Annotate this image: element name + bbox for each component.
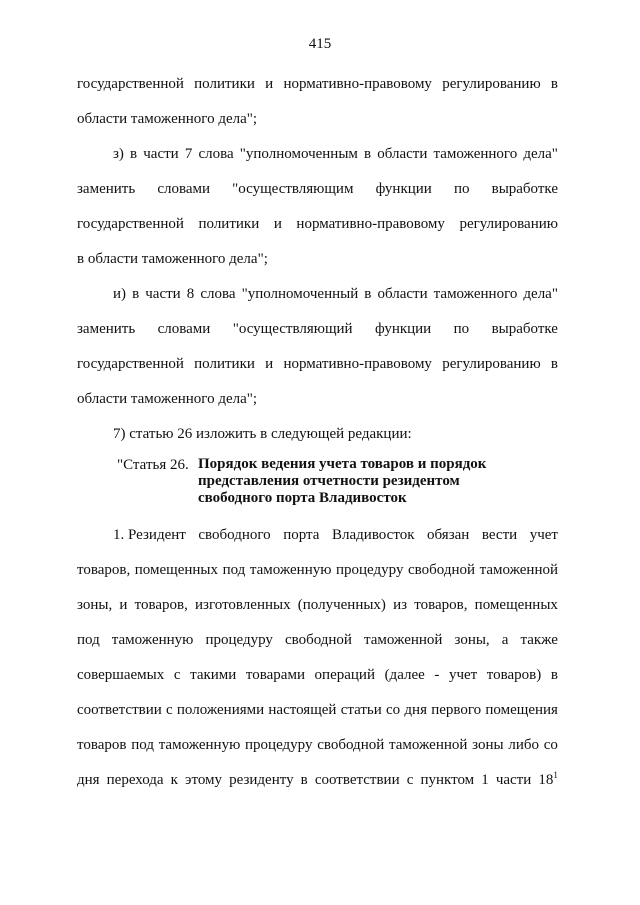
word: словами xyxy=(157,321,211,337)
word: и xyxy=(265,356,274,372)
word: выработке xyxy=(491,181,558,197)
word: процедуру xyxy=(245,737,313,753)
word: словами xyxy=(157,181,211,197)
word: таможенного xyxy=(433,286,518,302)
word: части xyxy=(143,146,179,162)
text-line: в области таможенного дела"; xyxy=(77,251,268,267)
word: товарами xyxy=(245,667,305,683)
word: также xyxy=(520,632,558,648)
text-line xyxy=(77,631,558,649)
word: области xyxy=(377,146,428,162)
word: государственной xyxy=(77,216,184,232)
word: статьи xyxy=(340,702,382,718)
word: регулированию xyxy=(459,216,558,232)
word: первого xyxy=(431,702,482,718)
text-line xyxy=(113,285,558,303)
word: пунктом xyxy=(420,772,475,788)
word: совершаемых xyxy=(77,667,165,683)
word: соответствии xyxy=(77,702,162,718)
word: свободной xyxy=(317,737,385,753)
text-line xyxy=(77,320,558,338)
word: в xyxy=(364,146,372,162)
word: операций xyxy=(314,667,375,683)
word: товаров, xyxy=(77,562,131,578)
word: изготовленных xyxy=(195,597,291,613)
word: слова xyxy=(198,146,234,162)
word: со xyxy=(386,702,401,718)
word: государственной xyxy=(77,356,184,372)
word: товаров, xyxy=(134,597,188,613)
word: таможенную xyxy=(158,737,241,753)
text-line: области таможенного дела"; xyxy=(77,111,258,127)
word: вести xyxy=(481,527,518,543)
text-line xyxy=(77,355,558,373)
word: к xyxy=(170,772,178,788)
word: в xyxy=(550,356,558,372)
word: зоны xyxy=(472,737,504,753)
word: области xyxy=(377,286,428,302)
word: таможенную xyxy=(249,562,332,578)
word: учет xyxy=(448,667,478,683)
word: по xyxy=(453,321,470,337)
word: дела" xyxy=(523,286,558,302)
text-line xyxy=(77,75,558,93)
word: "уполномоченным xyxy=(239,146,358,162)
word: под xyxy=(131,737,154,753)
word: таможенной xyxy=(364,632,443,648)
word: и xyxy=(265,76,274,92)
text-line xyxy=(77,596,558,614)
word: (полученных) xyxy=(297,597,386,613)
footnote-superscript: 1 xyxy=(553,770,558,780)
word: (далее xyxy=(384,667,425,683)
word: государственной xyxy=(77,76,184,92)
word: 7 xyxy=(184,146,193,162)
word: помещенных xyxy=(474,597,558,613)
word: таможенной xyxy=(388,737,468,753)
text-line xyxy=(77,701,558,719)
word: в xyxy=(300,772,308,788)
word: под xyxy=(77,632,100,648)
article-title xyxy=(198,456,486,507)
word: товаров xyxy=(77,737,127,753)
word: этому xyxy=(185,772,223,788)
word: нормативно-правовому xyxy=(283,356,432,372)
word: с xyxy=(166,702,173,718)
word: таможенной xyxy=(479,562,558,578)
word: процедуру xyxy=(336,562,404,578)
word: товаров) xyxy=(486,667,542,683)
word: политики xyxy=(194,76,255,92)
text-line xyxy=(113,526,558,544)
word: помещения xyxy=(485,702,558,718)
word: заменить xyxy=(77,321,136,337)
word: слова xyxy=(200,286,236,302)
word: $18^1$ xyxy=(538,770,558,788)
page-number: 415 xyxy=(308,36,332,52)
word: функции xyxy=(374,321,432,337)
word: части xyxy=(495,772,532,788)
word: политики xyxy=(194,356,255,372)
word: зоны, xyxy=(77,597,113,613)
word: функции xyxy=(375,181,432,197)
text-line xyxy=(77,561,558,579)
word: таможенную xyxy=(111,632,194,648)
word: перехода xyxy=(106,772,164,788)
word: с xyxy=(173,667,181,683)
word: регулированию xyxy=(442,76,541,92)
word: и xyxy=(273,216,282,232)
word: процедуру xyxy=(205,632,273,648)
word: со xyxy=(543,737,558,753)
word: порта xyxy=(283,527,320,543)
word: обязан xyxy=(427,527,470,543)
word: свободной xyxy=(284,632,352,648)
word: соответствии xyxy=(314,772,400,788)
word: товаров, xyxy=(414,597,468,613)
word: с xyxy=(406,772,414,788)
text-line xyxy=(77,180,558,198)
word: 1 xyxy=(481,772,489,788)
text-line xyxy=(77,666,558,684)
word: а xyxy=(501,632,509,648)
word: дела" xyxy=(523,146,558,162)
word: из xyxy=(393,597,408,613)
article-title-line: представления отчетности резидентом xyxy=(198,473,460,489)
word: в xyxy=(364,286,372,302)
word: в xyxy=(132,286,140,302)
word: части xyxy=(145,286,181,302)
word: настоящей xyxy=(268,702,337,718)
word: положениями xyxy=(176,702,265,718)
word: таможенного xyxy=(433,146,518,162)
word: выработке xyxy=(491,321,558,337)
word: нормативно-правовому xyxy=(296,216,445,232)
word: политики xyxy=(198,216,260,232)
word: в xyxy=(130,146,138,162)
word: под xyxy=(222,562,246,578)
text-line: области таможенного дела"; xyxy=(77,391,258,407)
word: в xyxy=(550,667,558,683)
word: в xyxy=(550,76,558,92)
word: регулированию xyxy=(442,356,541,372)
text-line xyxy=(113,145,558,163)
word: учет xyxy=(529,527,558,543)
word: дня xyxy=(404,702,427,718)
word: помещенных xyxy=(134,562,219,578)
word: "уполномоченный xyxy=(241,286,359,302)
word: либо xyxy=(508,737,539,753)
article-title-line: Порядок ведения учета товаров и порядок xyxy=(198,456,487,472)
word: и) xyxy=(113,286,127,302)
word: заменить xyxy=(77,181,136,197)
word: резиденту xyxy=(229,772,294,788)
word: свободной xyxy=(408,562,476,578)
article-label: "Статья 26. xyxy=(117,457,189,473)
word: свободного xyxy=(198,527,271,543)
text-line xyxy=(77,736,558,754)
text-line: 7) статью 26 изложить в следующей редакции: xyxy=(113,426,412,442)
text-line xyxy=(77,215,558,233)
word: 8 xyxy=(186,286,195,302)
word: по xyxy=(453,181,470,197)
word: нормативно-правовому xyxy=(283,76,432,92)
word: - xyxy=(434,667,440,683)
word: Владивосток xyxy=(332,527,415,543)
word: и xyxy=(119,597,128,613)
word: "осуществляющим xyxy=(232,181,354,197)
word: з) xyxy=(113,146,124,162)
text-line xyxy=(77,771,558,789)
word: такими xyxy=(190,667,237,683)
word: зоны, xyxy=(454,632,490,648)
word: дня xyxy=(77,772,100,788)
article-title-line: свободного порта Владивосток xyxy=(198,490,407,506)
word: 1. Резидент xyxy=(113,527,186,543)
word: "осуществляющий xyxy=(232,321,353,337)
